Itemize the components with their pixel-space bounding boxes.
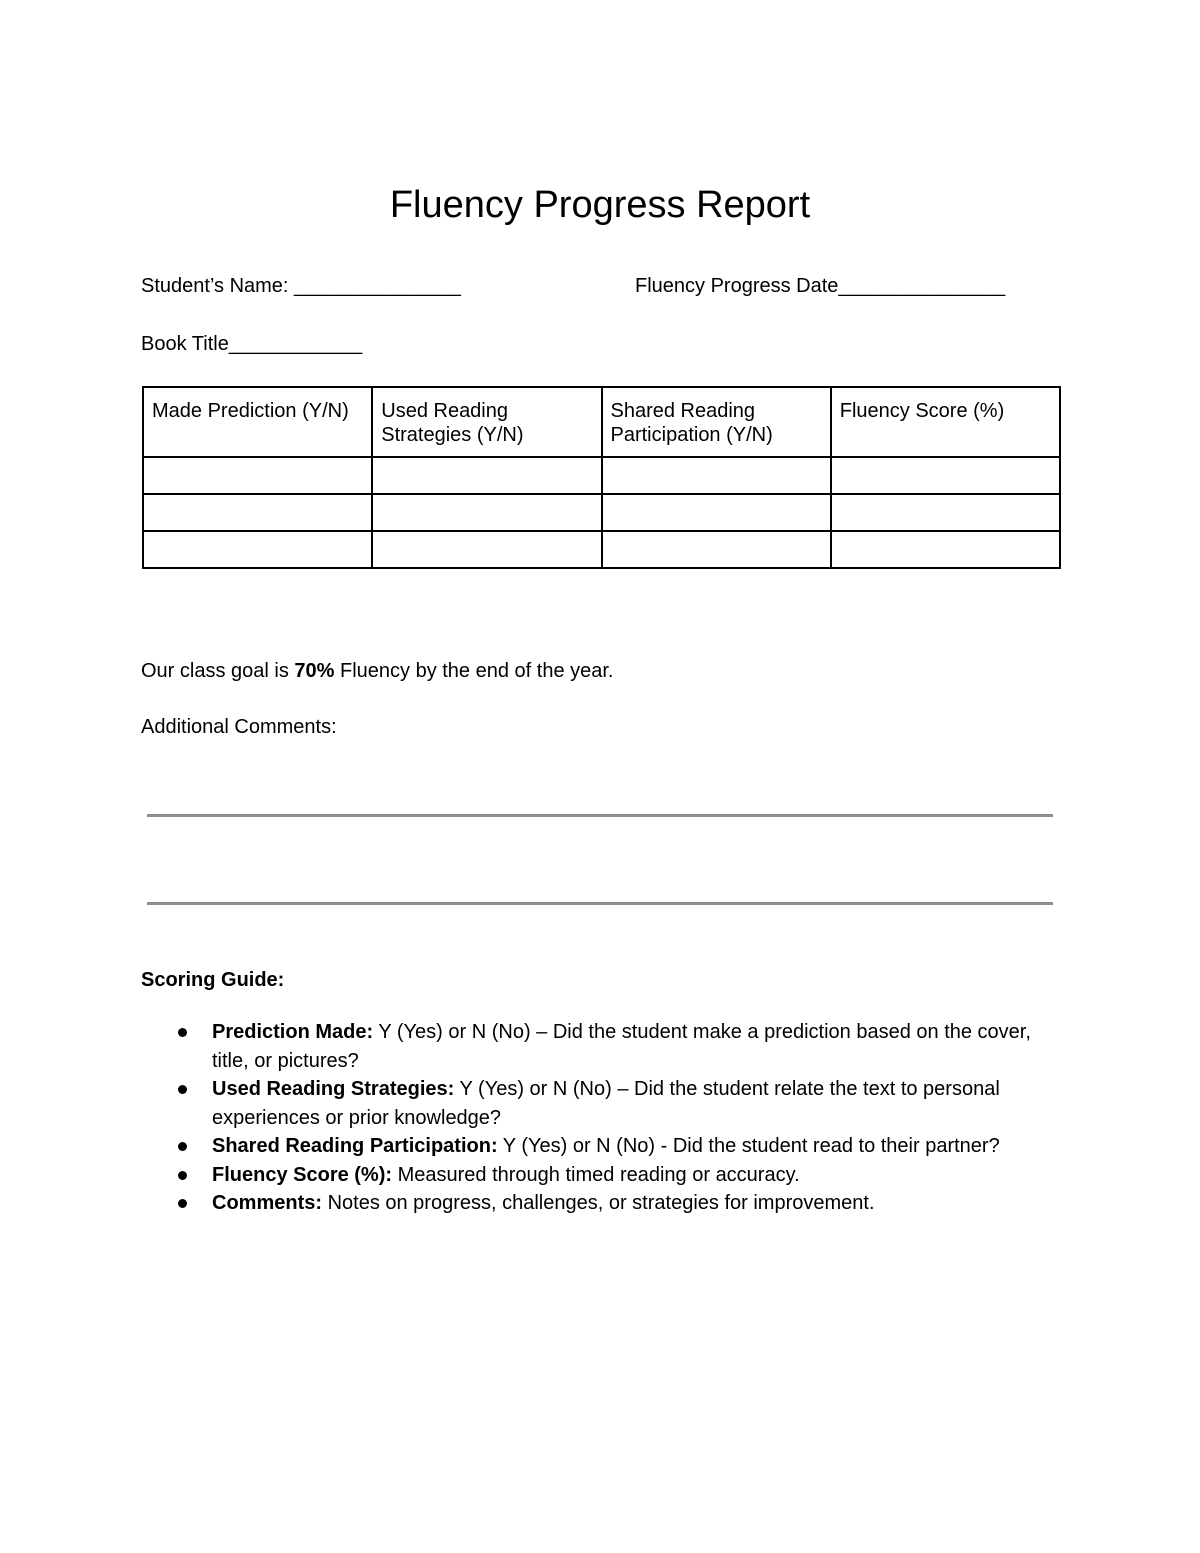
bullet-icon (178, 1085, 187, 1094)
guide-description: Y (Yes) or N (No) - Did the student read to their partner? (497, 1135, 1000, 1157)
header-made-prediction: Made Prediction (Y/N) (143, 387, 372, 457)
table-cell[interactable] (143, 494, 372, 531)
table-cell[interactable] (372, 531, 601, 568)
comment-line[interactable] (147, 902, 1053, 905)
table-cell[interactable] (143, 531, 372, 568)
progress-date-field[interactable]: Fluency Progress Date_______________ (635, 275, 1006, 297)
table-cell[interactable] (602, 494, 831, 531)
guide-term: Used Reading Strategies: (212, 1078, 455, 1100)
progress-table (142, 386, 1061, 569)
guide-description: Y (Yes) or N (No) – Did the student make a prediction based on the cover, title, or pictures? (212, 1021, 1031, 1072)
scoring-guide-list (0, 1018, 1100, 1218)
header-fluency-score: Fluency Score (%) (831, 387, 1060, 457)
table-cell[interactable] (372, 457, 601, 494)
guide-description: Y (Yes) or N (No) – Did the student relate the text to personal experiences or prior knowledge? (212, 1078, 1000, 1129)
list-item (0, 1132, 1100, 1161)
table-cell[interactable] (372, 494, 601, 531)
table-cell[interactable] (831, 531, 1060, 568)
guide-description: Measured through timed reading or accuracy. (392, 1163, 800, 1186)
scoring-guide-title: Scoring Guide: (141, 969, 285, 991)
table-row (143, 457, 1060, 494)
guide-term: Fluency Score (%): (212, 1163, 393, 1186)
table-cell[interactable] (602, 457, 831, 494)
table-header-row (143, 387, 1060, 457)
bullet-icon (178, 1199, 187, 1208)
bullet-icon (178, 1171, 187, 1180)
guide-term: Prediction Made: (212, 1021, 374, 1043)
goal-prefix: Our class goal is (141, 660, 295, 682)
bullet-icon (178, 1142, 187, 1151)
table-cell[interactable] (831, 457, 1060, 494)
comments-label: Additional Comments: (141, 716, 337, 738)
guide-term: Comments: (212, 1192, 323, 1214)
student-name-field[interactable]: Student’s Name: _______________ (141, 275, 461, 297)
table-cell[interactable] (602, 531, 831, 568)
table-row (143, 494, 1060, 531)
list-item (0, 1161, 1100, 1190)
guide-term: Shared Reading Participation: (212, 1135, 498, 1157)
class-goal (141, 659, 613, 683)
table-cell[interactable] (143, 457, 372, 494)
page-title: Fluency Progress Report (389, 184, 811, 226)
book-title-field[interactable]: Book Title____________ (141, 333, 363, 355)
goal-suffix: Fluency by the end of the year. (334, 660, 614, 682)
guide-description: Notes on progress, challenges, or strategies for improvement. (322, 1192, 875, 1214)
goal-value: 70% (294, 660, 335, 682)
header-shared-reading-participation: Shared Reading Participation (Y/N) (602, 387, 831, 457)
header-used-reading-strategies: Used Reading Strategies (Y/N) (372, 387, 601, 457)
bullet-icon (178, 1028, 187, 1037)
table-cell[interactable] (831, 494, 1060, 531)
list-item (0, 1075, 1100, 1132)
comment-line[interactable] (147, 814, 1053, 817)
list-item (0, 1018, 1100, 1075)
list-item (0, 1189, 1100, 1218)
table-row (143, 531, 1060, 568)
